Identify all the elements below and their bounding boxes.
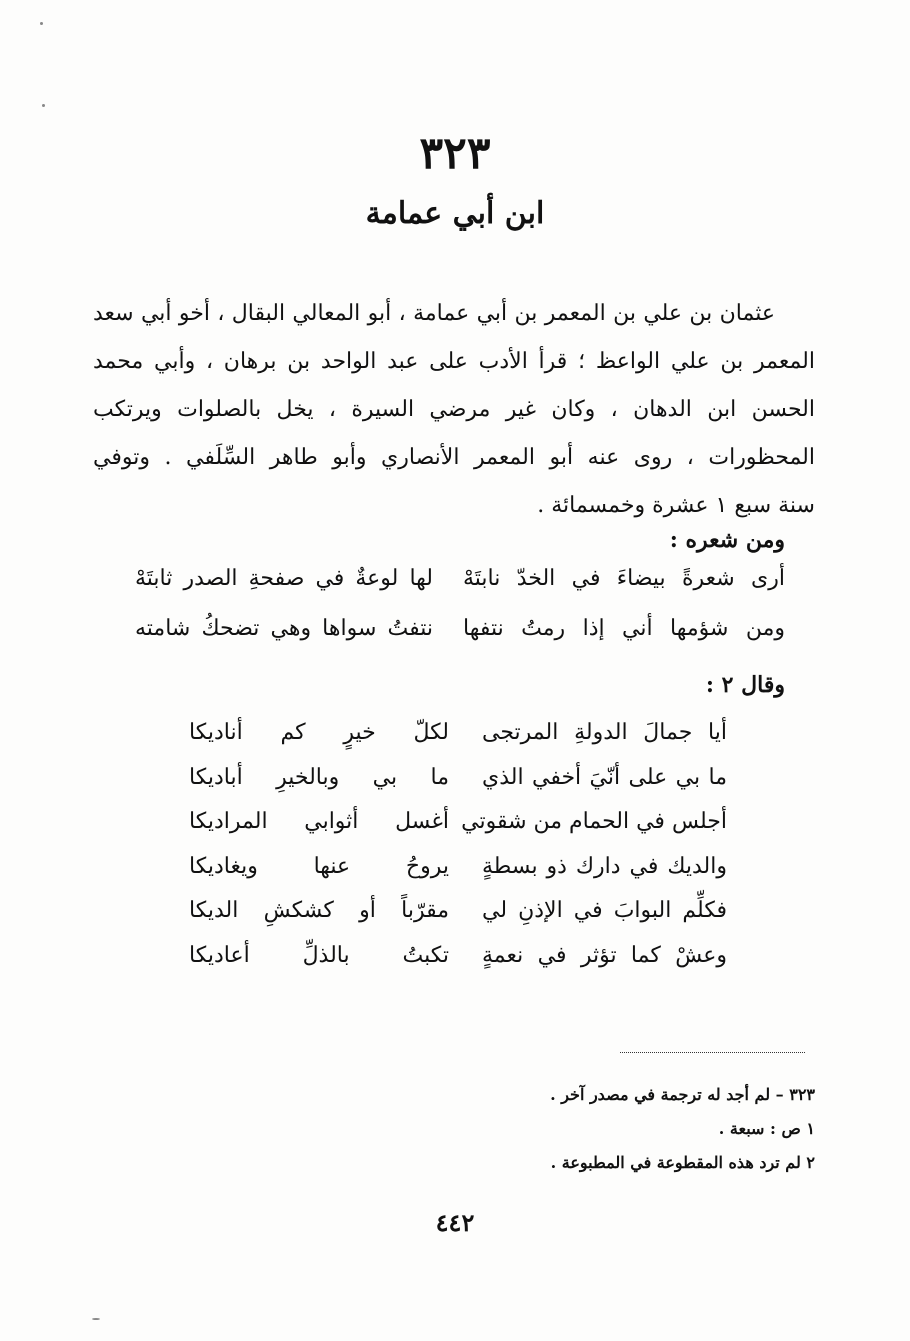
entry-title: ابن أبي عمامة [365, 196, 545, 231]
verse [189, 809, 727, 854]
verse [189, 765, 727, 810]
bio-line: عثمان بن علي بن المعمر بن أبي عمامة ، أبو المعالي البقال ، أخو أبي سعد [93, 301, 775, 326]
verse-second-hemistich: ما بي وبالخيرِ أباديكا [189, 764, 449, 790]
verse [135, 566, 785, 616]
verse-first-hemistich: أيا جمالَ الدولةِ المرتجى [482, 720, 727, 745]
verse-second-hemistich: لكلّ خيرٍ كم أناديكا [189, 720, 449, 745]
verse-second-hemistich: مقرّباً أو كشكشِ الديكا [189, 898, 449, 923]
verse [189, 898, 727, 943]
verse-second-hemistich: يروحُ عنها ويغاديكا [189, 853, 449, 879]
bio-line: سنة سبع ١ عشرة وخمسمائة . [537, 493, 815, 518]
verse-first-hemistich: والديك في دارك ذو بسطةٍ [482, 853, 727, 879]
verse [189, 854, 727, 899]
verse-second-hemistich: لها لوعةٌ في صفحةِ الصدر ثابتَهْ [135, 566, 433, 591]
footnote: ٣٢٣ – لم أجد له ترجمة في مصدر آخر . [550, 1085, 815, 1104]
footnotes [95, 1078, 815, 1180]
verse-first-hemistich: ما بي على أنّيَ أخفي الذي [482, 764, 727, 790]
footnote: ٢ لم ترد هذه المقطوعة في المطبوعة . [550, 1153, 815, 1172]
verse [135, 616, 785, 666]
verse-first-hemistich: فكلِّم البوابَ في الإذنِ لي [482, 898, 727, 923]
biography-paragraph [93, 290, 815, 530]
verse-first-hemistich: أجلس في الحمام من شقوتي [461, 809, 727, 834]
verse [189, 943, 727, 988]
entry-number: ٣٢٣ [419, 128, 491, 179]
verse-second-hemistich: تكبتُ بالذلِّ أعاديكا [189, 942, 449, 968]
verse-first-hemistich: ومن شؤمها أني إذا رمتُ نتفها [463, 616, 785, 641]
verse [189, 720, 727, 765]
footnote: ١ ص : سبعة . [718, 1119, 815, 1138]
scan-speck [42, 104, 45, 107]
scan-speck [40, 22, 43, 25]
verse-second-hemistich: نتفتُ سواها وهي تضحكُ شامته [135, 616, 433, 641]
verse-second-hemistich: أغسل أثوابي المراديكا [189, 809, 449, 834]
bio-line: المحظورات ، روى عنه أبو المعمر الأنصاري وأبو طاهر السِّلَفي . وتوفي [93, 445, 815, 470]
footnote-divider [620, 1052, 805, 1053]
page-number: ٤٤٢ [435, 1208, 475, 1237]
poem-second [189, 720, 727, 987]
scan-speck [92, 1318, 100, 1320]
bio-line: الحسن ابن الدهان ، وكان غير مرضي السيرة ، يخل بالصلوات ويرتكب [93, 397, 815, 422]
poem-first [135, 566, 785, 666]
poem-intro: وقال ٢ : [705, 672, 785, 698]
verse-first-hemistich: وعشْ كما تؤثر في نعمةٍ [482, 942, 727, 968]
poem-intro: ومن شعره : [669, 527, 785, 553]
bio-line: المعمر بن علي الواعظ ؛ قرأ الأدب على عبد الواحد بن برهان ، وأبي محمد [93, 349, 815, 374]
verse-first-hemistich: أرى شعرةً بيضاءَ في الخدّ نابتَهْ [463, 566, 785, 591]
